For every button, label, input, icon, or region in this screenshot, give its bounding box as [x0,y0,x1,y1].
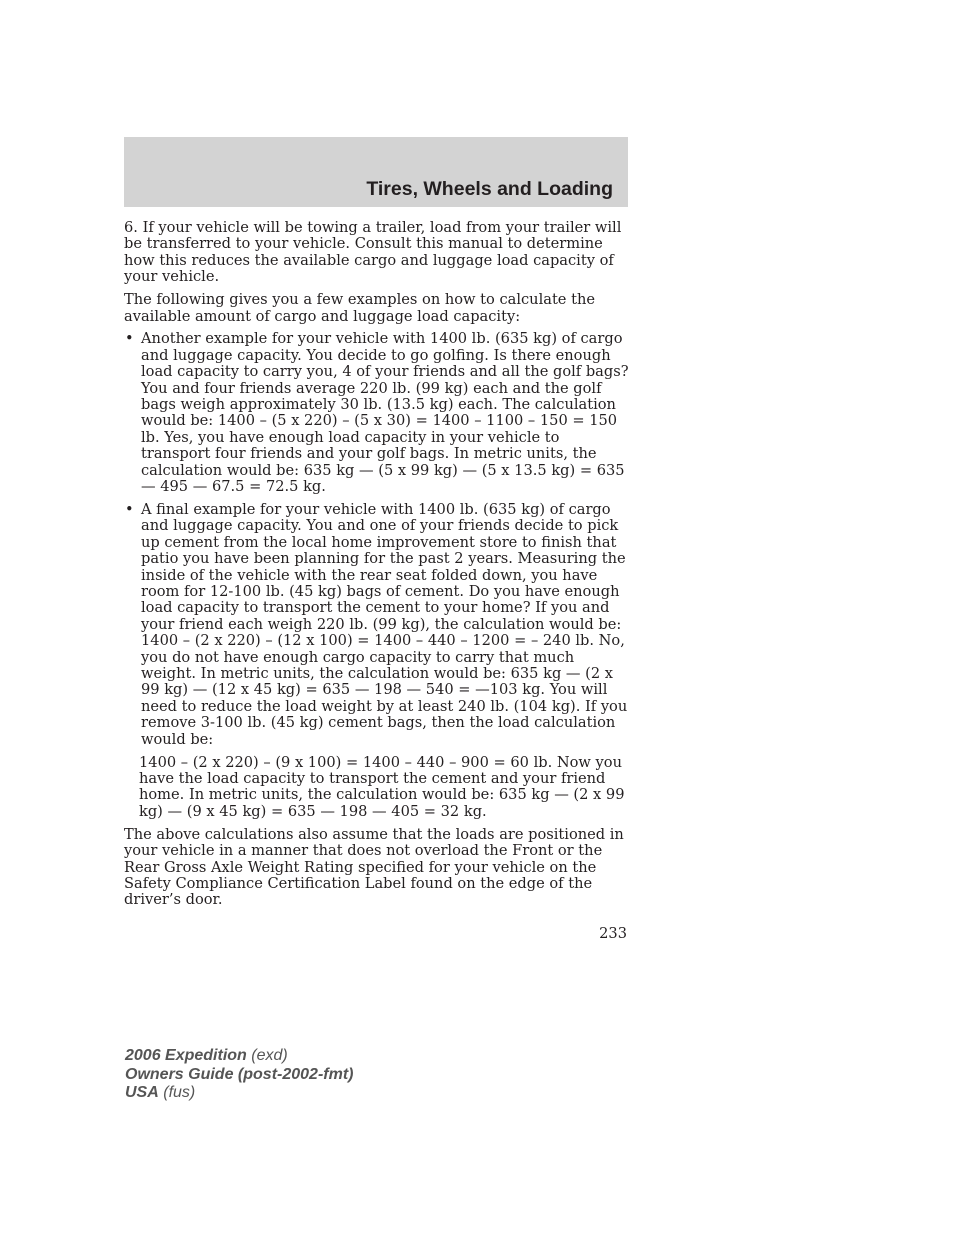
section-title: Tires, Wheels and Loading [366,178,613,200]
bullet-golf-text: Another example for your vehicle with 1400 lb. (635 kg) of cargo and luggage capacity. You decide to go golfing. Is there enough load capacity to carry you, 4 of your friends and all the golf bags? You and four friends average 220 lb. (99 kg) each and the golf bags weigh approximately 30 lb. (13.5 kg) each. The calculation would be: 1400 – (5 x 220) – (5 x 30) = 1400 – 1100 – 150 = 150 lb. Yes, you have enough load capacity in your vehicle to transport four friends and your golf bags. In metric units, the calculation would be: 635 kg — (5 x 99 kg) — (5 x 13.5 kg) = 635 — 495 — 67.5 = 72.5 kg. [141,330,629,496]
section-header-bar [124,137,628,207]
page-number: 233 [599,925,627,942]
bullet-icon: • [125,330,134,348]
footer-line-1: 2006 Expedition (exd) [125,1047,288,1064]
footer-info [125,1047,353,1103]
page-content [124,220,630,915]
bullet-cement-example [124,502,630,748]
paragraph-examples-intro: The following gives you a few examples on how to calculate the available amount of cargo and luggage load capacity: [124,291,595,325]
bullet-icon: • [125,501,134,518]
footer-line-3: USA (fus) [125,1084,196,1102]
bullet-golf-example [124,331,630,495]
footer-line-2: Owners Guide (post-2002-fmt) [125,1065,354,1083]
paragraph-axle-weight: The above calculations also assume that the loads are positioned in your vehicle in a manner that does not overload the Front or the Rear Gross Axle Weight Rating specified for your vehicle on the Safety Compliance Certification Label found on the edge of the driver’s door. [124,825,624,909]
indented-calculation: 1400 – (2 x 220) – (9 x 100) = 1400 – 440 – 900 = 60 lb. Now you have the load capacity to transport the cement and your friend home. In metric units, the calculation would be: 635 kg — (2 x 99 kg) — (9 x 45 kg) = 635 — 198 — 405 = 32 kg. [139,753,625,820]
bullet-cement-text: A final example for your vehicle with 1400 lb. (635 kg) of cargo and luggage capacity. You and one of your friends decide to pick up cement from the local home improvement store to finish that patio you have been planning for the past 2 years. Measuring the inside of the vehicle with the rear seat folded down, you have room for 12-100 lb. (45 kg) bags of cement. Do you have enough load capacity to transport the cement to your home? If you and your friend each weigh 220 lb. (99 kg), the calculation would be: 1400 – (2 x 220) – (12 x 100) = 1400 – 440 – 1200 = – 240 lb. No, you do not have enough cargo capacity to carry that much weight. In metric units, the calculation would be: 635 kg — (2 x 99 kg) — (12 x 45 kg) = 635 — 198 — 540 = —103 kg. You will need to reduce the load weight by at least 240 lb. (104 kg). If you remove 3-100 lb. (45 kg) cement bags, then the load calculation would be: [141,501,628,748]
paragraph-trailer: 6. If your vehicle will be towing a trailer, load from your trailer will be transferred to your vehicle. Consult this manual to determine how this reduces the available cargo and luggage load capacity of your vehicle. [124,219,622,286]
